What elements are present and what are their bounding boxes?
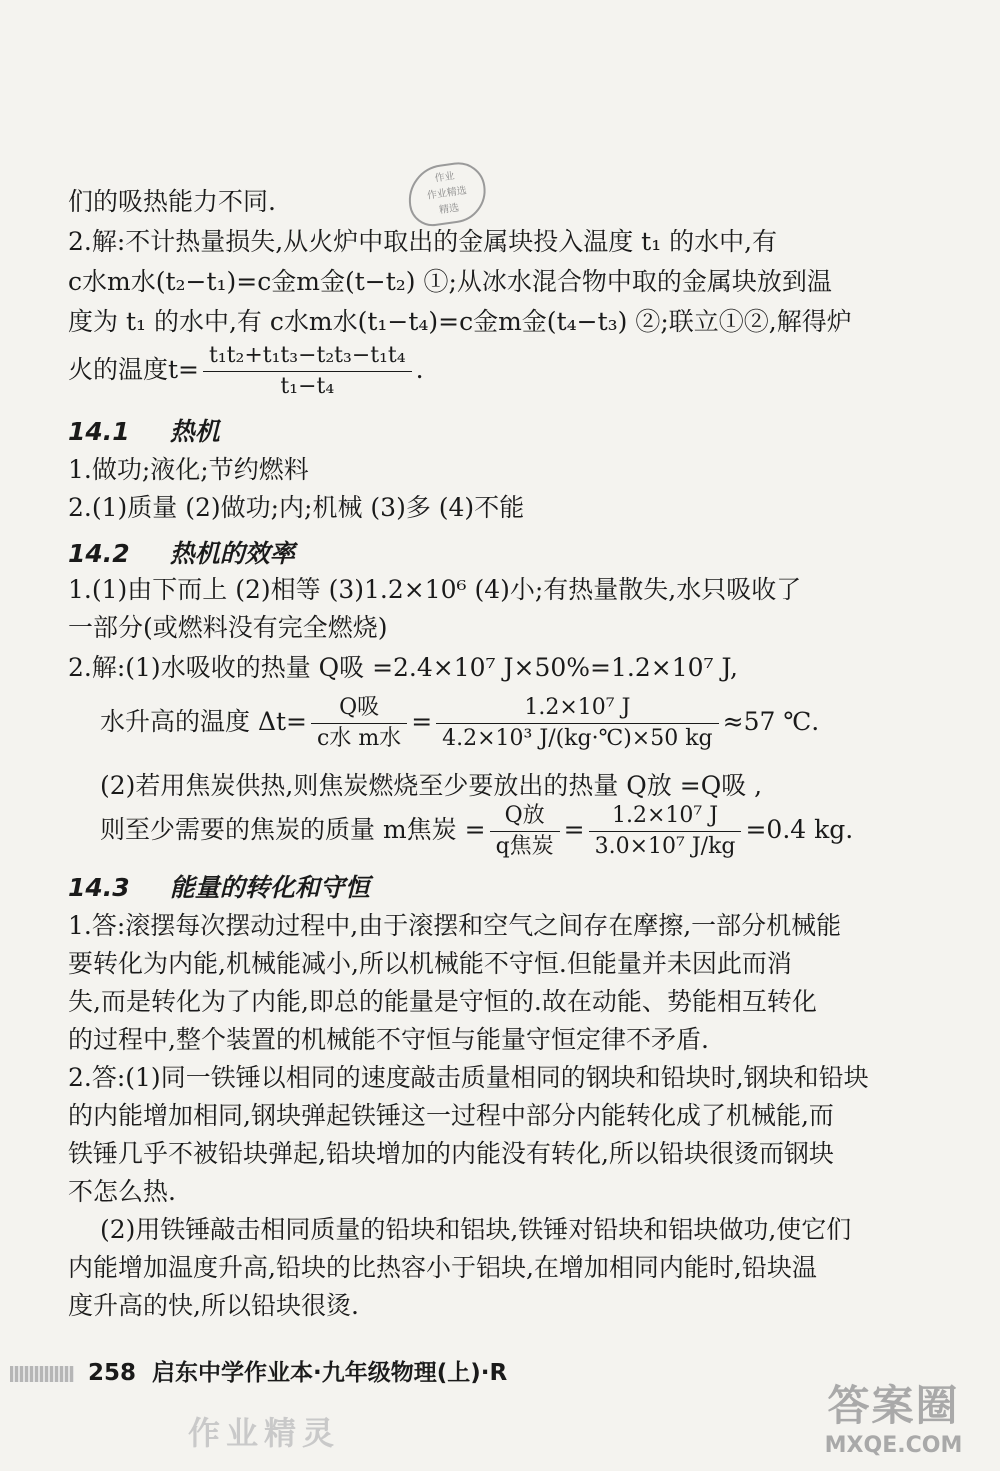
logo-text: 答案圈 (827, 1381, 960, 1430)
answer-line: (2)用铁锤敲击相同质量的铅块和铝块,铁锤对铅块和铝块做功,使它们 (100, 1215, 852, 1244)
numerator: 1.2×10⁷ J (589, 801, 742, 832)
numerator: 1.2×10⁷ J (436, 693, 718, 724)
denominator: c水 m水 (317, 726, 402, 751)
formula-prefix: 水升高的温度 Δt= (100, 707, 307, 736)
answer-line: 2.(1)质量 (2)做功;内;机械 (3)多 (4)不能 (68, 493, 525, 522)
text-line: 2.解:不计热量损失,从火炉中取出的金属块投入温度 t₁ 的水中,有 (68, 227, 778, 256)
formula-prefix: 火的温度t= (68, 355, 199, 384)
formula-suffix: ≈57 ℃. (722, 707, 820, 736)
formula-prefix: 则至少需要的焦炭的质量 m焦炭 = (100, 815, 486, 844)
footer-bar (10, 1366, 74, 1382)
stamp-text: 作业精选 (426, 185, 468, 202)
answer-line: 2.答:(1)同一铁锤以相同的速度敲击质量相同的钢块和铅块时,钢块和铅块 (68, 1063, 869, 1092)
answer-line: 一部分(或燃料没有完全燃烧) (68, 613, 388, 642)
answer-line: 铁锤几乎不被铅块弹起,铅块增加的内能没有转化,所以铅块很烫而钢块 (68, 1139, 834, 1168)
text-line: 们的吸热能力不同. (68, 187, 276, 216)
numerator: t₁t₂+t₁t₃−t₂t₃−t₁t₄ (203, 341, 412, 372)
equals: = (563, 815, 585, 844)
text-line: c水m水(t₂−t₁)=c金m金(t−t₂) ①;从冰水混合物中取的金属块放到温 (68, 267, 832, 296)
answer-line: 1.(1)由下而上 (2)相等 (3)1.2×10⁶ (4)小;有热量散失,水只吸收了 (68, 575, 802, 604)
answer-line: 不怎么热. (68, 1177, 176, 1206)
stamp-text: 作业 (434, 170, 456, 185)
numerator: Q放 (490, 801, 560, 832)
section-number: 14.1 (68, 417, 130, 446)
formula-line (68, 340, 890, 402)
answer-line: 2.解:(1)水吸收的热量 Q吸 =2.4×10⁷ J×50%=1.2×10⁷ J, (68, 653, 738, 682)
equals: = (411, 707, 433, 736)
denominator: t₁−t₄ (280, 374, 335, 399)
page-number: 258 (88, 1360, 137, 1386)
stamp-text: 精选 (438, 202, 460, 217)
numerator: Q吸 (311, 693, 407, 724)
answer-line: 失,而是转化为了内能,即总的能量是守恒的.故在动能、势能相互转化 (68, 987, 817, 1016)
watermark: 作业精灵 (188, 1414, 341, 1452)
fraction (436, 693, 718, 754)
denominator: q焦炭 (495, 834, 554, 859)
formula-suffix: . (415, 355, 424, 384)
section-heading (68, 534, 295, 570)
answer-line: 内能增加温度升高,铅块的比热容小于铝块,在增加相同内能时,铅块温 (68, 1253, 817, 1282)
answer-line: 1.做功;液化;节约燃料 (68, 455, 309, 484)
answer-line: 度升高的快,所以铅块很烫. (68, 1291, 359, 1320)
section-number: 14.2 (68, 539, 130, 568)
section-title: 能量的转化和守恒 (169, 873, 370, 902)
answer-line: 的过程中,整个装置的机械能不守恒与能量守恒定律不矛盾. (68, 1025, 709, 1054)
page-footer (10, 1356, 710, 1390)
section-number: 14.3 (68, 873, 130, 902)
answer-line: 的内能增加相同,钢块弹起铁锤这一过程中部分内能转化成了机械能,而 (68, 1101, 834, 1130)
answer-line: (2)若用焦炭供热,则焦炭燃烧至少要放出的热量 Q放 =Q吸 , (100, 771, 763, 800)
fraction (311, 693, 407, 754)
site-logo (801, 1380, 986, 1464)
formula-line (100, 688, 890, 756)
formula-suffix: =0.4 kg. (745, 815, 854, 844)
logo-url: MXQE.COM (824, 1433, 963, 1458)
fraction (589, 801, 742, 862)
section-heading (68, 412, 220, 448)
answer-line: 要转化为内能,机械能减小,所以机械能不守恒.但能量并未因此而消 (68, 949, 792, 978)
denominator: 4.2×10³ J/(kg·℃)×50 kg (442, 726, 713, 751)
section-title: 热机的效率 (169, 539, 295, 568)
book-title: 启东中学作业本·九年级物理(上)·R (152, 1360, 508, 1386)
fraction (490, 801, 560, 862)
formula-line (100, 796, 890, 864)
denominator: 3.0×10⁷ J/kg (594, 834, 736, 859)
text-line: 度为 t₁ 的水中,有 c水m水(t₁−t₄)=c金m金(t₄−t₃) ②;联立①②,解得炉 (68, 307, 852, 336)
section-title: 热机 (169, 417, 220, 446)
answer-line: 1.答:滚摆每次摆动过程中,由于滚摆和空气之间存在摩擦,一部分机械能 (68, 911, 842, 940)
section-heading (68, 868, 370, 904)
fraction (203, 341, 412, 402)
